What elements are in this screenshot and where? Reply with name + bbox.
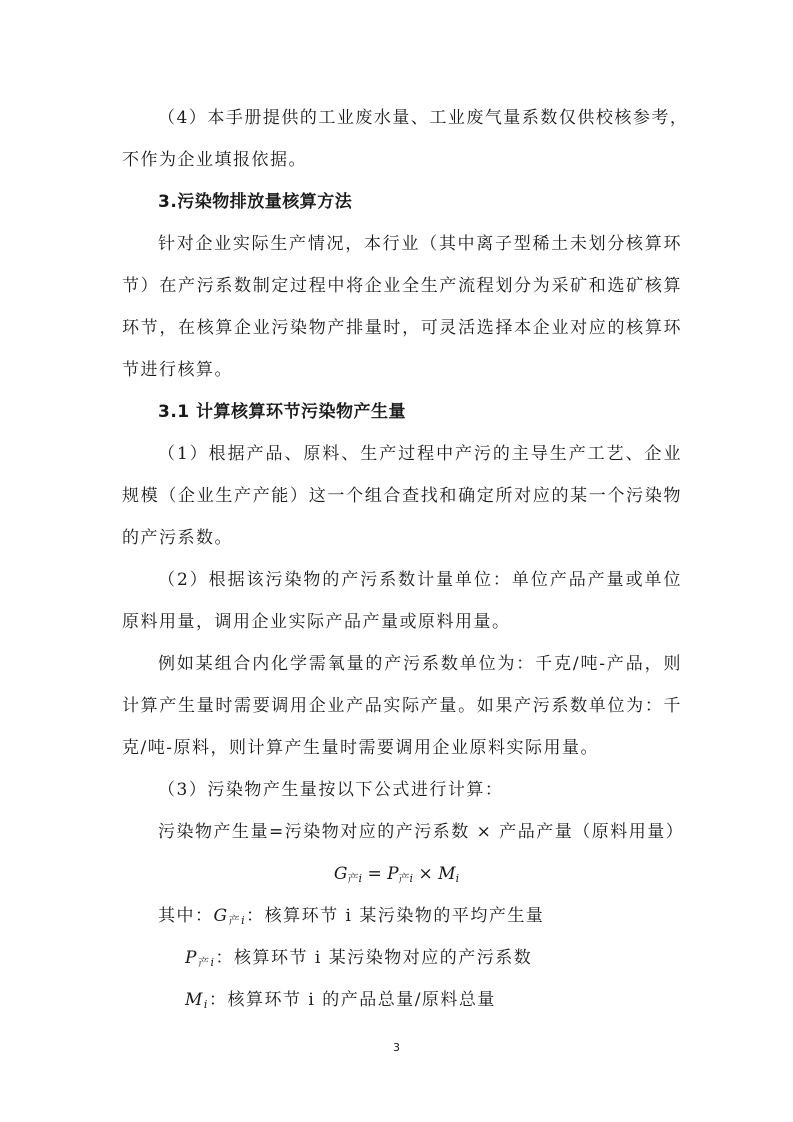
definition-g [158,905,682,932]
example-line-2: 计算产生量时需要调用企业产品实际产量。如果产污系数单位为：千 [122,696,682,716]
example-line-3: 克/吨-原料，则计算产生量时需要调用企业原料实际用量。 [122,738,599,758]
where-label: 其中： [158,906,214,926]
def-p-sub-i: i [210,956,216,969]
def-p-symbol: P [185,948,198,968]
def-p-text: ：核算环节 i 某污染物对应的产污系数 [215,948,533,968]
def-m-text: ：核算环节 i 的产品总量/原料总量 [208,990,496,1010]
formula-m-sub-i: i [455,872,460,885]
formula-g: G [333,864,348,884]
definition-m [185,989,745,1016]
example-line-1: 例如某组合内化学需氧量的产污系数单位为：千克/吨-产品，则 [158,654,682,674]
step-2-line-2: 原料用量，调用企业实际产品产量或原料用量。 [122,612,511,632]
step-1-line-1: （1）根据产品、原料、生产过程中产污的主导生产工艺、企业 [158,444,682,464]
section-3-intro-line-1: 针对企业实际生产情况，本行业（其中离子型稀土未划分核算环 [158,234,682,254]
def-m-symbol: M [185,990,204,1010]
step-3-line: （3）污染物产生量按以下公式进行计算： [158,780,504,800]
section-3-intro-line-2: 节）在产污系数制定过程中将企业全生产流程划分为采矿和选矿核算 [122,276,682,296]
def-g-symbol: G [213,906,229,926]
section-3-heading: 3.污染物排放量核算方法 [158,192,353,212]
formula-p: P [387,864,399,884]
paragraph-4-line-2: 不作为企业填报依据。 [122,150,307,170]
def-g-sub-i: i [241,914,247,927]
formula-equals: = [367,864,382,884]
def-p-sub-chan: 产 [197,956,211,969]
section-3-1-heading: 3.1 计算核算环节污染物产生量 [158,402,407,422]
section-3-intro-line-4: 节进行核算。 [122,360,233,380]
word-formula: 污染物产生量=污染物对应的产污系数 × 产品产量（原料用量） [158,822,685,842]
formula-g-sub-chan: 产 [347,872,359,885]
formula-g-sub-i: i [358,872,363,885]
page-number: 3 [393,1041,400,1054]
step-1-line-2: 规模（企业生产产能）这一个组合查找和确定所对应的某一个污染物 [122,486,682,506]
formula-m: M [438,864,456,884]
paragraph-4-line-1: （4）本手册提供的工业废水量、工业废气量系数仅供校核参考， [158,108,689,128]
def-g-text: ：核算环节 i 某污染物的平均产生量 [246,906,545,926]
def-m-sub-i: i [203,998,209,1011]
definition-p [185,947,745,974]
step-1-line-3: 的产污系数。 [122,528,233,548]
formula-p-sub-chan: 产 [398,872,410,885]
section-3-intro-line-3: 环节，在核算企业污染物产排量时，可灵活选择本企业对应的核算环 [122,318,682,338]
formula-p-sub-i: i [409,872,414,885]
math-formula [0,863,793,890]
formula-times: × [418,864,433,884]
def-g-sub-chan: 产 [228,914,242,927]
step-2-line-1: （2）根据该污染物的产污系数计量单位：单位产品产量或单位 [158,570,682,590]
